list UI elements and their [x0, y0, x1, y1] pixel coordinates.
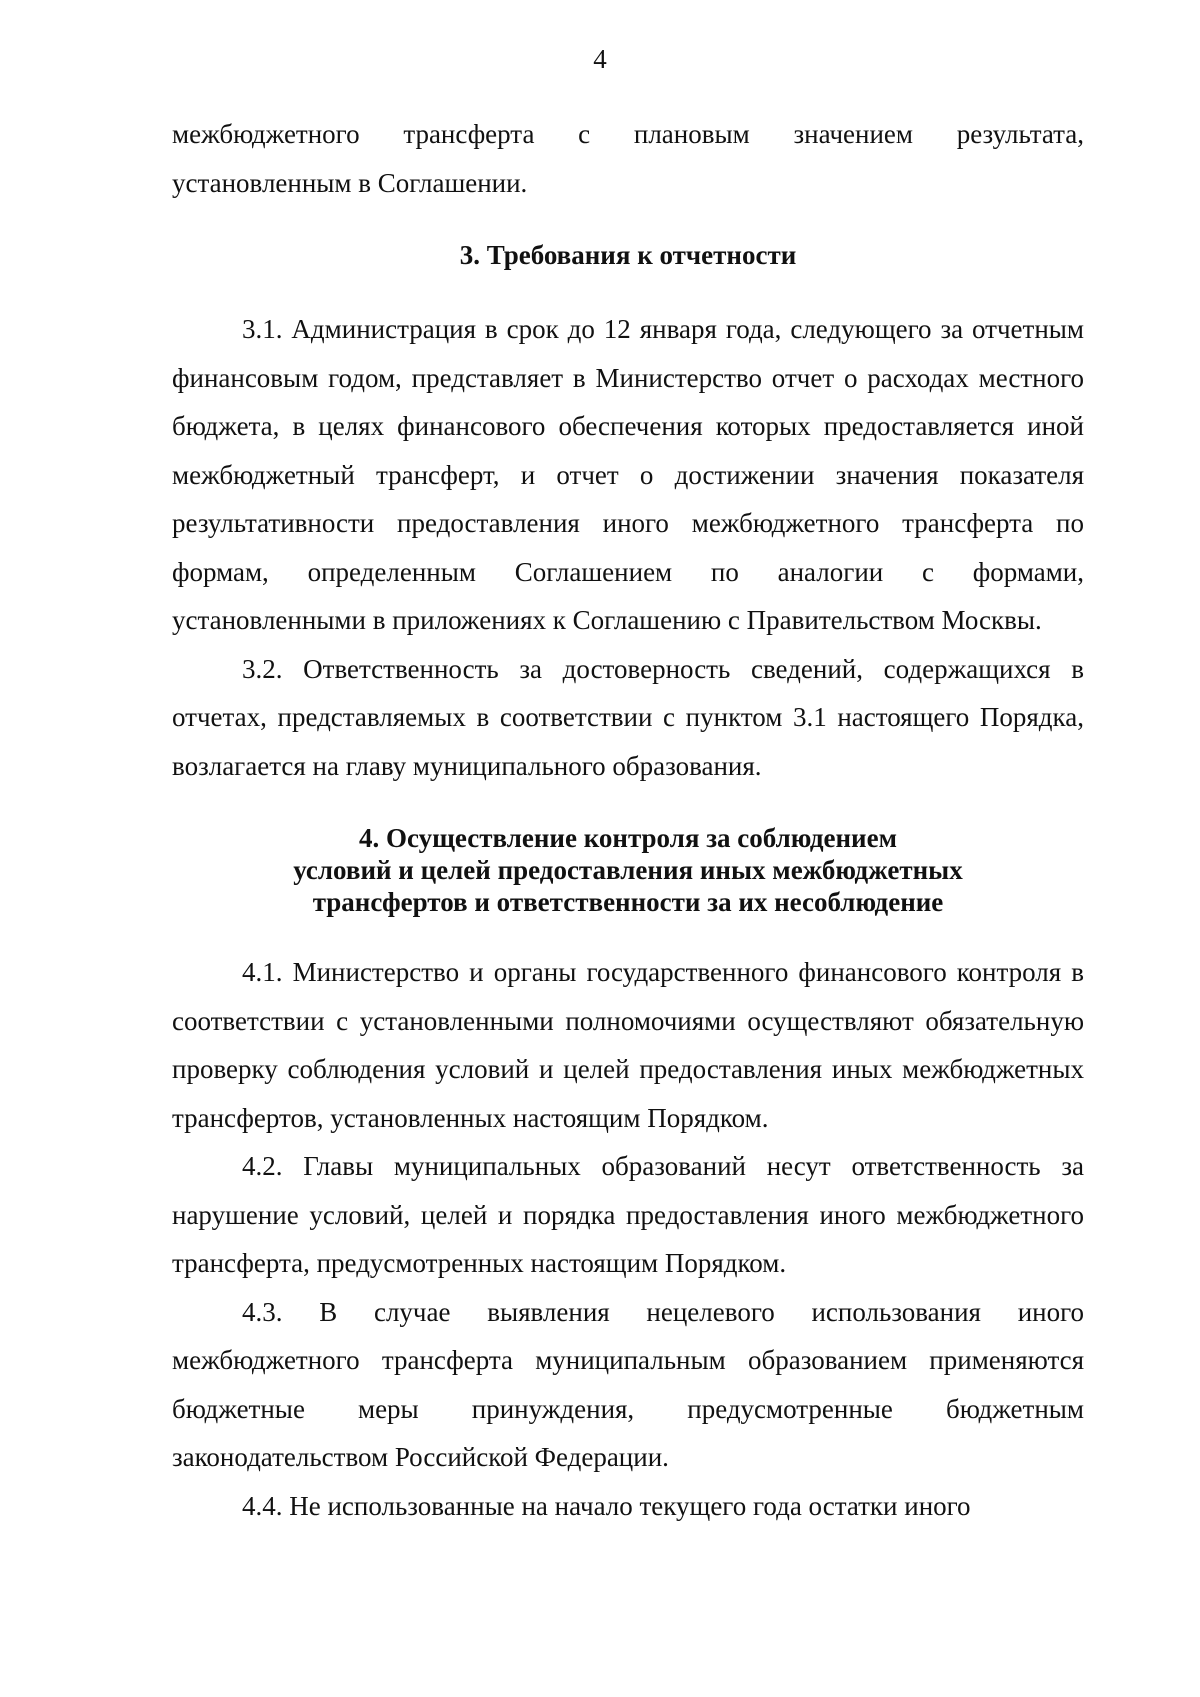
paragraph-4-3: 4.3. В случае выявления нецелевого использования иного межбюджетного трансферта муниципальным образованием применяются бюджетные меры принуждения, предусмотренные бюджетным законодательством Российской Федерации.	[172, 1296, 1084, 1472]
section-4-heading-line-3: трансфертов и ответственности за их несоблюдение	[312, 887, 944, 917]
page-number: 4	[593, 44, 607, 74]
paragraph-3-1: 3.1. Администрация в срок до 12 января года, следующего за отчетным финансовым годом, представляет в Министерство отчет о расходах местного бюджета, в целях финансового обеспечения которых предоставляется иной межбюджетный трансферт, и отчет о достижении значения показателя результативности предоставления иного межбюджетного трансферта по формам, определенным Соглашением по аналогии с формами, установленными в приложениях к Соглашению с Правительством Москвы.	[172, 314, 1084, 635]
paragraph-4-1: 4.1. Министерство и органы государственного финансового контроля в соответствии с установленными полномочиями осуществляют обязательную проверку соблюдения условий и целей предоставления иных межбюджетных трансфертов, установленных настоящим Порядком.	[172, 957, 1084, 1133]
paragraph-4-4: 4.4. Не использованные на начало текущего года остатки иного	[242, 1490, 971, 1521]
intro-paragraph: межбюджетного трансферта с плановым значением результата, установленным в Соглашении.	[172, 119, 1084, 198]
section-3-heading: 3. Требования к отчетности	[459, 240, 797, 270]
document-body	[172, 110, 1084, 1530]
section-4-heading-line-1: 4. Осуществление контроля за соблюдением	[359, 823, 897, 853]
paragraph-4-2: 4.2. Главы муниципальных образований несут ответственность за нарушение условий, целей и порядка предоставления иного межбюджетного трансферта, предусмотренных настоящим Порядком.	[172, 1151, 1084, 1278]
section-4-heading	[172, 822, 1084, 918]
paragraph-3-2: 3.2. Ответственность за достоверность сведений, содержащихся в отчетах, представляемых в соответствии с пунктом 3.1 настоящего Порядка, возлагается на главу муниципального образования.	[172, 653, 1084, 781]
section-4-heading-line-2: условий и целей предоставления иных межбюджетных	[293, 855, 963, 885]
